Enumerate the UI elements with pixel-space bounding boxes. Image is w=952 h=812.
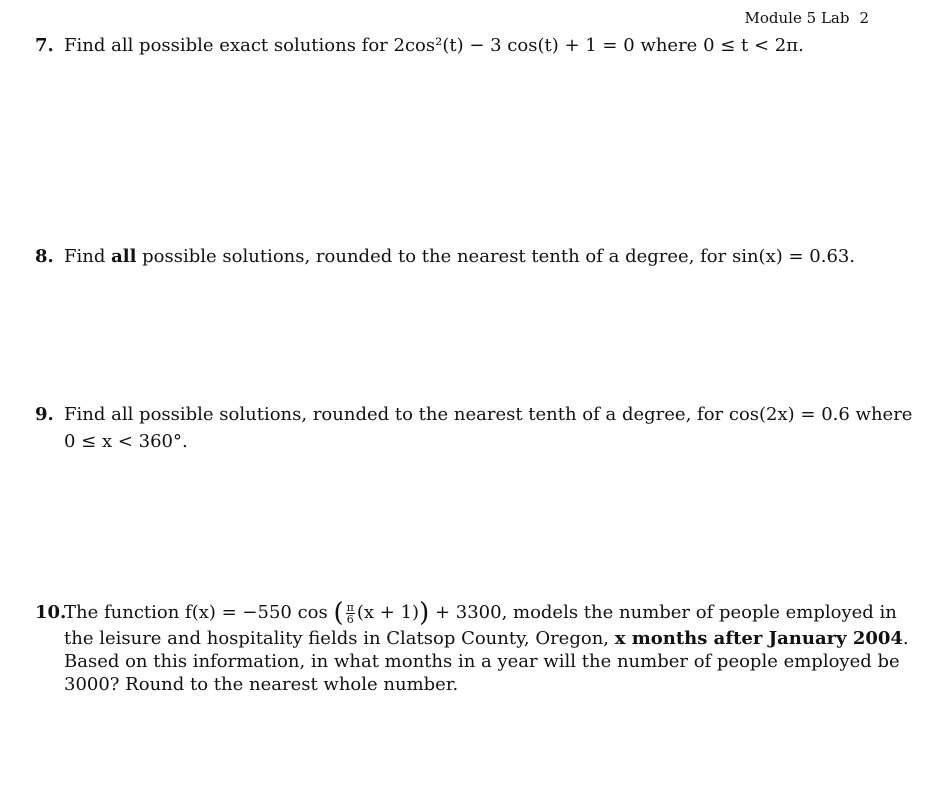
fraction xyxy=(346,602,355,625)
problem-number: 7. xyxy=(35,35,54,56)
problem-text: the leisure and hospitality fields in Clatsop County, Oregon, xyxy=(64,627,615,649)
domain: 0 ≤ t < 2π. xyxy=(703,35,804,56)
page-number: 2 xyxy=(859,9,869,27)
function-rhs: + 3300 xyxy=(429,602,502,623)
problem-10-line-2 xyxy=(35,627,915,650)
problem-text: where xyxy=(634,35,704,56)
problem-10 xyxy=(35,598,915,696)
problem-10-line-3 xyxy=(35,650,915,673)
equation: sin(x) = 0.63. xyxy=(731,246,856,267)
equation: 2cos²(t) − 3 cos(t) + 1 = 0 xyxy=(393,35,635,56)
problem-9 xyxy=(35,403,915,453)
problem-text: Find all possible exact solutions for xyxy=(64,35,394,56)
emphasis-text: x months after January 2004 xyxy=(614,627,903,649)
problem-text: , models the number of people employed in xyxy=(501,602,897,623)
problem-8-line xyxy=(35,245,915,268)
open-paren: ( xyxy=(333,598,344,628)
problem-10-line-1 xyxy=(35,598,915,628)
problem-text: The function xyxy=(64,602,186,623)
problem-7-line xyxy=(35,34,915,57)
page-header xyxy=(745,9,869,27)
problem-text: Based on this information, in what months in a year will the number of people employed be xyxy=(64,650,900,672)
problem-text: Find all possible solutions, rounded to the nearest tenth of a degree, for xyxy=(64,404,729,425)
fraction-denominator: 6 xyxy=(346,612,354,626)
header-title: Module 5 Lab xyxy=(744,9,850,27)
function-inner: (x + 1) xyxy=(356,602,420,623)
close-paren: ) xyxy=(419,598,430,628)
equation: cos(2x) = 0.6 xyxy=(728,404,850,425)
function-lhs: f(x) = −550 cos xyxy=(185,602,328,623)
problem-text: where xyxy=(849,404,913,425)
domain: 0 ≤ x < 360°. xyxy=(64,431,188,452)
problem-8 xyxy=(35,245,915,268)
problem-number: 10. xyxy=(35,602,67,623)
problem-text: possible solutions, rounded to the nearest tenth of a degree, for xyxy=(136,246,732,267)
problem-text: . xyxy=(902,627,909,649)
emphasis-text: all xyxy=(111,246,137,267)
problem-7 xyxy=(35,34,915,57)
problem-9-line-2 xyxy=(35,430,915,453)
problem-9-line-1 xyxy=(35,403,915,426)
problem-text: 3000? Round to the nearest whole number. xyxy=(64,673,459,695)
problem-number: 9. xyxy=(35,404,54,425)
problem-number: 8. xyxy=(35,246,54,267)
fraction-numerator: π xyxy=(346,600,354,614)
problem-10-line-4 xyxy=(35,673,915,696)
problem-text: Find xyxy=(64,246,112,267)
